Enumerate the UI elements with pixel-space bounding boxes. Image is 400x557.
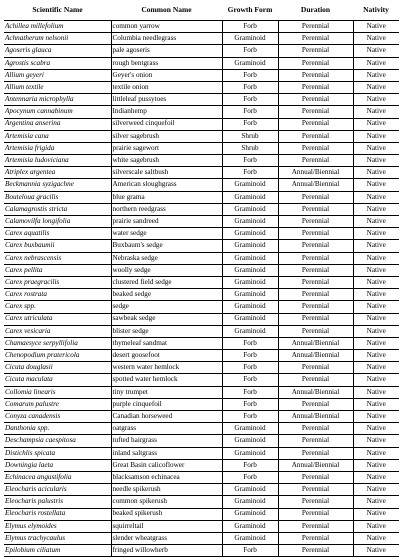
duration-cell: Annual/Biennial	[278, 179, 353, 191]
growth-form-cell: Graminoid	[222, 423, 278, 435]
nativity-cell: Native	[353, 155, 399, 167]
growth-form-cell: Forb	[222, 337, 278, 349]
scientific-name-cell: Distichlis spicata	[4, 447, 111, 459]
scientific-name-cell: Argentina anserina	[4, 118, 111, 130]
duration-cell: Perennial	[278, 435, 353, 447]
common-name-cell: littleleaf pussytoes	[111, 94, 222, 106]
scientific-name-cell: Cicuta maculata	[4, 374, 111, 386]
duration-cell: Perennial	[278, 155, 353, 167]
table-row	[4, 142, 399, 154]
table-row	[4, 435, 399, 447]
nativity-cell: Native	[353, 118, 399, 130]
growth-form-cell: Forb	[222, 411, 278, 423]
duration-cell: Perennial	[278, 325, 353, 337]
scientific-name-cell: Achnatherum nelsonii	[4, 33, 111, 45]
table-row	[4, 471, 399, 483]
common-name-cell: fringed willowherb	[111, 545, 222, 557]
table-row	[4, 484, 399, 496]
nativity-cell: Native	[353, 203, 399, 215]
table-row	[4, 276, 399, 288]
nativity-cell: Native	[353, 447, 399, 459]
table-row	[4, 350, 399, 362]
table-row	[4, 496, 399, 508]
scientific-name-cell: Agrostis scabra	[4, 57, 111, 69]
common-name-cell: purple cinquefoil	[111, 398, 222, 410]
duration-cell: Perennial	[278, 203, 353, 215]
common-name-cell: thymeleaf sandmat	[111, 337, 222, 349]
header-row	[4, 0, 399, 21]
common-name-cell: desert goosefoot	[111, 350, 222, 362]
common-name-cell: tufted hairgrass	[111, 435, 222, 447]
duration-cell: Perennial	[278, 45, 353, 57]
scientific-name-cell: Calamagrostis stricta	[4, 203, 111, 215]
table-row	[4, 228, 399, 240]
nativity-cell: Native	[353, 398, 399, 410]
nativity-cell: Native	[353, 337, 399, 349]
common-name-cell: woolly sedge	[111, 264, 222, 276]
scientific-name-cell: Deschampsia caespitosa	[4, 435, 111, 447]
nativity-cell: Native	[353, 94, 399, 106]
scientific-name-cell: Allium geyeri	[4, 69, 111, 81]
growth-form-cell: Forb	[222, 81, 278, 93]
duration-cell: Perennial	[278, 289, 353, 301]
duration-cell: Annual/Biennial	[278, 386, 353, 398]
table-row	[4, 203, 399, 215]
table-row	[4, 69, 399, 81]
common-name-cell: Indianhemp	[111, 106, 222, 118]
scientific-name-cell: Achillea millefolium	[4, 21, 111, 33]
scientific-name-cell: Allium textile	[4, 81, 111, 93]
growth-form-cell: Graminoid	[222, 484, 278, 496]
growth-form-cell: Forb	[222, 94, 278, 106]
nativity-cell: Native	[353, 532, 399, 544]
duration-cell: Annual/Biennial	[278, 459, 353, 471]
table-row	[4, 118, 399, 130]
nativity-cell: Native	[353, 167, 399, 179]
common-name-cell: oatgrass	[111, 423, 222, 435]
common-name-cell: Canadian horseweed	[111, 411, 222, 423]
table-row	[4, 459, 399, 471]
duration-cell: Perennial	[278, 545, 353, 557]
duration-cell: Perennial	[278, 520, 353, 532]
scientific-name-cell: Carex buxbaumii	[4, 240, 111, 252]
growth-form-cell: Forb	[222, 398, 278, 410]
nativity-cell: Native	[353, 179, 399, 191]
growth-form-cell: Graminoid	[222, 57, 278, 69]
duration-cell: Perennial	[278, 106, 353, 118]
table-row	[4, 167, 399, 179]
duration-cell: Perennial	[278, 447, 353, 459]
duration-cell: Perennial	[278, 130, 353, 142]
duration-cell: Perennial	[278, 118, 353, 130]
growth-form-cell: Graminoid	[222, 435, 278, 447]
duration-cell: Perennial	[278, 216, 353, 228]
nativity-cell: Native	[353, 435, 399, 447]
duration-cell: Perennial	[278, 191, 353, 203]
growth-form-cell: Forb	[222, 45, 278, 57]
duration-cell: Perennial	[278, 484, 353, 496]
common-name-cell: sedge	[111, 301, 222, 313]
duration-cell: Perennial	[278, 94, 353, 106]
nativity-cell: Native	[353, 57, 399, 69]
table-body	[4, 21, 399, 557]
common-name-cell: blister sedge	[111, 325, 222, 337]
growth-form-cell: Graminoid	[222, 203, 278, 215]
table-row	[4, 94, 399, 106]
duration-cell: Perennial	[278, 313, 353, 325]
scientific-name-cell: Chamaesyce serpyllifolia	[4, 337, 111, 349]
table-row	[4, 313, 399, 325]
scientific-name-cell: Artemisia cana	[4, 130, 111, 142]
common-name-cell: silverweed cinquefoil	[111, 118, 222, 130]
common-name-cell: textile onion	[111, 81, 222, 93]
nativity-cell: Native	[353, 313, 399, 325]
duration-cell: Perennial	[278, 57, 353, 69]
duration-cell: Perennial	[278, 142, 353, 154]
scientific-name-cell: Danthonia spp.	[4, 423, 111, 435]
scientific-name-cell: Cicuta douglasii	[4, 362, 111, 374]
scientific-name-cell: Carex pellita	[4, 264, 111, 276]
growth-form-cell: Shrub	[222, 130, 278, 142]
common-name-cell: prairie sagewort	[111, 142, 222, 154]
table-row	[4, 423, 399, 435]
growth-form-cell: Graminoid	[222, 252, 278, 264]
scientific-name-cell: Beckmannia syzigachne	[4, 179, 111, 191]
nativity-cell: Native	[353, 471, 399, 483]
nativity-cell: Native	[353, 240, 399, 252]
nativity-cell: Native	[353, 374, 399, 386]
header-nativity: Nativity	[353, 0, 399, 21]
nativity-cell: Native	[353, 350, 399, 362]
common-name-cell: beaked sedge	[111, 289, 222, 301]
header-duration: Duration	[278, 0, 353, 21]
scientific-name-cell: Atriplex argentea	[4, 167, 111, 179]
growth-form-cell: Forb	[222, 155, 278, 167]
table-row	[4, 289, 399, 301]
duration-cell: Perennial	[278, 21, 353, 33]
duration-cell: Perennial	[278, 276, 353, 288]
species-table	[4, 0, 399, 557]
growth-form-cell: Graminoid	[222, 216, 278, 228]
scientific-name-cell: Eleocharis palustris	[4, 496, 111, 508]
nativity-cell: Native	[353, 33, 399, 45]
duration-cell: Perennial	[278, 362, 353, 374]
nativity-cell: Native	[353, 252, 399, 264]
common-name-cell: silver sagebrush	[111, 130, 222, 142]
growth-form-cell: Forb	[222, 459, 278, 471]
duration-cell: Perennial	[278, 374, 353, 386]
scientific-name-cell: Eleocharis rostellata	[4, 508, 111, 520]
growth-form-cell: Forb	[222, 545, 278, 557]
duration-cell: Perennial	[278, 398, 353, 410]
table-row	[4, 106, 399, 118]
header-common-name: Common Name	[111, 0, 222, 21]
table-row	[4, 447, 399, 459]
growth-form-cell: Forb	[222, 374, 278, 386]
table-row	[4, 81, 399, 93]
nativity-cell: Native	[353, 301, 399, 313]
growth-form-cell: Graminoid	[222, 276, 278, 288]
duration-cell: Perennial	[278, 532, 353, 544]
common-name-cell: tiny trumpet	[111, 386, 222, 398]
scientific-name-cell: Downingia laeta	[4, 459, 111, 471]
nativity-cell: Native	[353, 142, 399, 154]
table-row	[4, 520, 399, 532]
nativity-cell: Native	[353, 191, 399, 203]
table-row	[4, 130, 399, 142]
common-name-cell: squirreltail	[111, 520, 222, 532]
common-name-cell: Geyer's onion	[111, 69, 222, 81]
table-row	[4, 545, 399, 557]
duration-cell: Perennial	[278, 81, 353, 93]
scientific-name-cell: Carex utriculata	[4, 313, 111, 325]
common-name-cell: blue grama	[111, 191, 222, 203]
duration-cell: Annual/Biennial	[278, 337, 353, 349]
growth-form-cell: Graminoid	[222, 179, 278, 191]
duration-cell: Perennial	[278, 264, 353, 276]
scientific-name-cell: Carex vesicaria	[4, 325, 111, 337]
common-name-cell: clustered field sedge	[111, 276, 222, 288]
common-name-cell: western water hemlock	[111, 362, 222, 374]
nativity-cell: Native	[353, 496, 399, 508]
table-row	[4, 398, 399, 410]
nativity-cell: Native	[353, 45, 399, 57]
table-row	[4, 508, 399, 520]
growth-form-cell: Graminoid	[222, 313, 278, 325]
growth-form-cell: Forb	[222, 118, 278, 130]
common-name-cell: rough bentgrass	[111, 57, 222, 69]
nativity-cell: Native	[353, 520, 399, 532]
nativity-cell: Native	[353, 81, 399, 93]
duration-cell: Perennial	[278, 252, 353, 264]
scientific-name-cell: Conyza canadensis	[4, 411, 111, 423]
table-row	[4, 33, 399, 45]
table-row	[4, 325, 399, 337]
growth-form-cell: Forb	[222, 471, 278, 483]
common-name-cell: Buxbaum's sedge	[111, 240, 222, 252]
duration-cell: Annual/Biennial	[278, 411, 353, 423]
growth-form-cell: Shrub	[222, 142, 278, 154]
common-name-cell: Nebraska sedge	[111, 252, 222, 264]
scientific-name-cell: Carex nebrascensis	[4, 252, 111, 264]
table-row	[4, 532, 399, 544]
growth-form-cell: Forb	[222, 21, 278, 33]
growth-form-cell: Graminoid	[222, 496, 278, 508]
nativity-cell: Native	[353, 325, 399, 337]
nativity-cell: Native	[353, 264, 399, 276]
scientific-name-cell: Elymus elymoides	[4, 520, 111, 532]
header-scientific-name: Scientific Name	[4, 0, 111, 21]
nativity-cell: Native	[353, 484, 399, 496]
scientific-name-cell: Echinacea angustifolia	[4, 471, 111, 483]
nativity-cell: Native	[353, 386, 399, 398]
common-name-cell: needle spikerush	[111, 484, 222, 496]
duration-cell: Perennial	[278, 69, 353, 81]
growth-form-cell: Graminoid	[222, 508, 278, 520]
scientific-name-cell: Antennaria microphylla	[4, 94, 111, 106]
duration-cell: Perennial	[278, 301, 353, 313]
scientific-name-cell: Bouteloua gracilis	[4, 191, 111, 203]
scientific-name-cell: Elymus trachycaulus	[4, 532, 111, 544]
table-row	[4, 252, 399, 264]
common-name-cell: Great Basin calicoflower	[111, 459, 222, 471]
growth-form-cell: Forb	[222, 362, 278, 374]
table-row	[4, 45, 399, 57]
table-row	[4, 179, 399, 191]
common-name-cell: American sloughgrass	[111, 179, 222, 191]
scientific-name-cell: Eleocharis acicularis	[4, 484, 111, 496]
duration-cell: Perennial	[278, 240, 353, 252]
growth-form-cell: Graminoid	[222, 264, 278, 276]
table-header	[4, 0, 399, 21]
scientific-name-cell: Carex aquatilis	[4, 228, 111, 240]
scientific-name-cell: Calamovilfa longifolia	[4, 216, 111, 228]
nativity-cell: Native	[353, 545, 399, 557]
common-name-cell: blacksamson echinacea	[111, 471, 222, 483]
duration-cell: Annual/Biennial	[278, 350, 353, 362]
nativity-cell: Native	[353, 411, 399, 423]
scientific-name-cell: Comarum palustre	[4, 398, 111, 410]
growth-form-cell: Graminoid	[222, 228, 278, 240]
table-row	[4, 337, 399, 349]
growth-form-cell: Graminoid	[222, 289, 278, 301]
table-row	[4, 21, 399, 33]
nativity-cell: Native	[353, 130, 399, 142]
common-name-cell: white sagebrush	[111, 155, 222, 167]
growth-form-cell: Forb	[222, 106, 278, 118]
duration-cell: Perennial	[278, 508, 353, 520]
nativity-cell: Native	[353, 276, 399, 288]
scientific-name-cell: Chenopodium pratericola	[4, 350, 111, 362]
growth-form-cell: Graminoid	[222, 532, 278, 544]
duration-cell: Annual/Biennial	[278, 167, 353, 179]
growth-form-cell: Graminoid	[222, 240, 278, 252]
common-name-cell: northern reedgrass	[111, 203, 222, 215]
table-row	[4, 362, 399, 374]
duration-cell: Perennial	[278, 471, 353, 483]
table-row	[4, 216, 399, 228]
nativity-cell: Native	[353, 21, 399, 33]
nativity-cell: Native	[353, 459, 399, 471]
growth-form-cell: Graminoid	[222, 325, 278, 337]
nativity-cell: Native	[353, 423, 399, 435]
nativity-cell: Native	[353, 216, 399, 228]
common-name-cell: Columbia needlegrass	[111, 33, 222, 45]
common-name-cell: sawbeak sedge	[111, 313, 222, 325]
nativity-cell: Native	[353, 289, 399, 301]
growth-form-cell: Graminoid	[222, 191, 278, 203]
scientific-name-cell: Collomia linearis	[4, 386, 111, 398]
common-name-cell: beaked spikerush	[111, 508, 222, 520]
table-row	[4, 411, 399, 423]
nativity-cell: Native	[353, 69, 399, 81]
scientific-name-cell: Carex praegracilis	[4, 276, 111, 288]
scientific-name-cell: Artemisia frigida	[4, 142, 111, 154]
header-growth-form: Growth Form	[222, 0, 278, 21]
nativity-cell: Native	[353, 106, 399, 118]
scientific-name-cell: Agoseris glauca	[4, 45, 111, 57]
growth-form-cell: Graminoid	[222, 447, 278, 459]
common-name-cell: spotted water hemlock	[111, 374, 222, 386]
duration-cell: Perennial	[278, 33, 353, 45]
growth-form-cell: Graminoid	[222, 520, 278, 532]
common-name-cell: inland saltgrass	[111, 447, 222, 459]
scientific-name-cell: Apocynum cannabinum	[4, 106, 111, 118]
duration-cell: Perennial	[278, 496, 353, 508]
table-row	[4, 191, 399, 203]
common-name-cell: common spikerush	[111, 496, 222, 508]
table-row	[4, 264, 399, 276]
common-name-cell: pale agoseris	[111, 45, 222, 57]
table-row	[4, 155, 399, 167]
common-name-cell: slender wheatgrass	[111, 532, 222, 544]
common-name-cell: common yarrow	[111, 21, 222, 33]
table-row	[4, 301, 399, 313]
scientific-name-cell: Artemisia ludoviciana	[4, 155, 111, 167]
scientific-name-cell: Epilobium ciliatum	[4, 545, 111, 557]
table-row	[4, 374, 399, 386]
duration-cell: Perennial	[278, 423, 353, 435]
common-name-cell: silverscale saltbush	[111, 167, 222, 179]
common-name-cell: prairie sandreed	[111, 216, 222, 228]
scientific-name-cell: Carex rostrata	[4, 289, 111, 301]
scientific-name-cell: Carex spp.	[4, 301, 111, 313]
table-row	[4, 240, 399, 252]
nativity-cell: Native	[353, 508, 399, 520]
nativity-cell: Native	[353, 362, 399, 374]
table-row	[4, 57, 399, 69]
nativity-cell: Native	[353, 228, 399, 240]
table-row	[4, 386, 399, 398]
duration-cell: Perennial	[278, 228, 353, 240]
growth-form-cell: Forb	[222, 69, 278, 81]
growth-form-cell: Forb	[222, 167, 278, 179]
growth-form-cell: Forb	[222, 350, 278, 362]
growth-form-cell: Graminoid	[222, 33, 278, 45]
common-name-cell: water sedge	[111, 228, 222, 240]
growth-form-cell: Forb	[222, 386, 278, 398]
growth-form-cell: Graminoid	[222, 301, 278, 313]
